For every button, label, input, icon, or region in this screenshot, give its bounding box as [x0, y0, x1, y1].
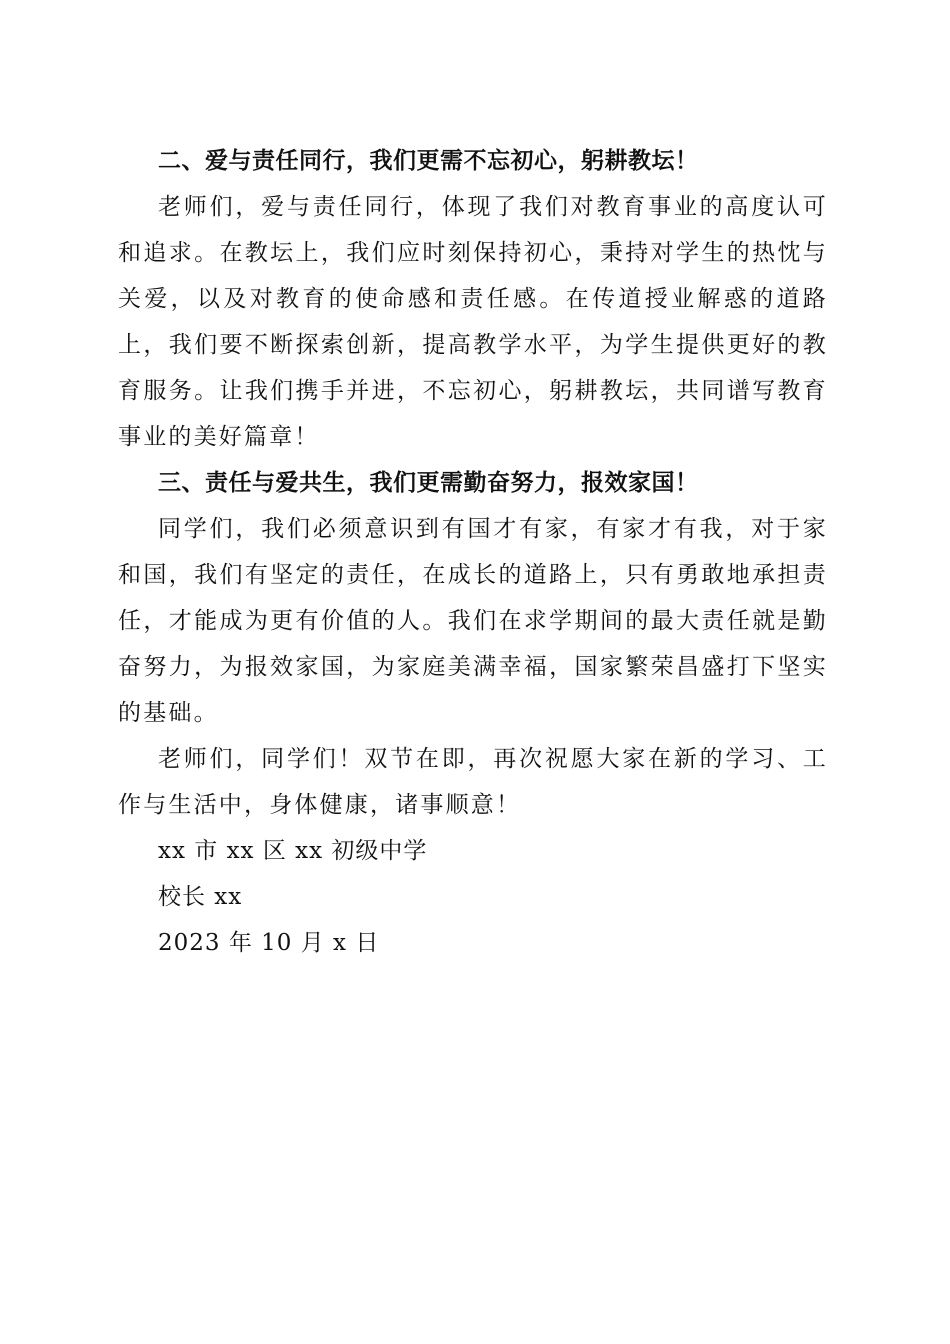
closing-paragraph: 老师们，同学们！双节在即，再次祝愿大家在新的学习、工作与生活中，身体健康，诸事顺意！	[118, 746, 828, 818]
section-paragraph-3: 同学们，我们必须意识到有国才有家，有家才有我，对于家和国，我们有坚定的责任，在成长的道路上，只有勇敢地承担责任，才能成为更有价值的人。我们在求学期间的最大责任就是勤奋努力，为报效家国，为家庭美满幸福，国家繁荣昌盛打下坚实的基础。	[118, 516, 828, 726]
signature-date: 2023 年 10 月 x 日	[158, 930, 380, 956]
document-page	[118, 138, 828, 966]
section-paragraph-2: 老师们，爱与责任同行，体现了我们对教育事业的高度认可和追求。在教坛上，我们应时刻保持初心，秉持对学生的热忱与关爱，以及对教育的使命感和责任感。在传道授业解惑的道路上，我们要不断探索创新，提高教学水平，为学生提供更好的教育服务。让我们携手并进，不忘初心，躬耕教坛，共同谱写教育事业的美好篇章！	[118, 194, 828, 450]
section-heading-2: 二、爱与责任同行，我们更需不忘初心，躬耕教坛！	[158, 148, 699, 174]
section-heading-3: 三、责任与爱共生，我们更需勤奋努力，报效家国！	[158, 470, 699, 496]
signature-school: xx 市 xx 区 xx 初级中学	[158, 838, 428, 864]
signature-principal: 校长 xx	[158, 884, 243, 910]
